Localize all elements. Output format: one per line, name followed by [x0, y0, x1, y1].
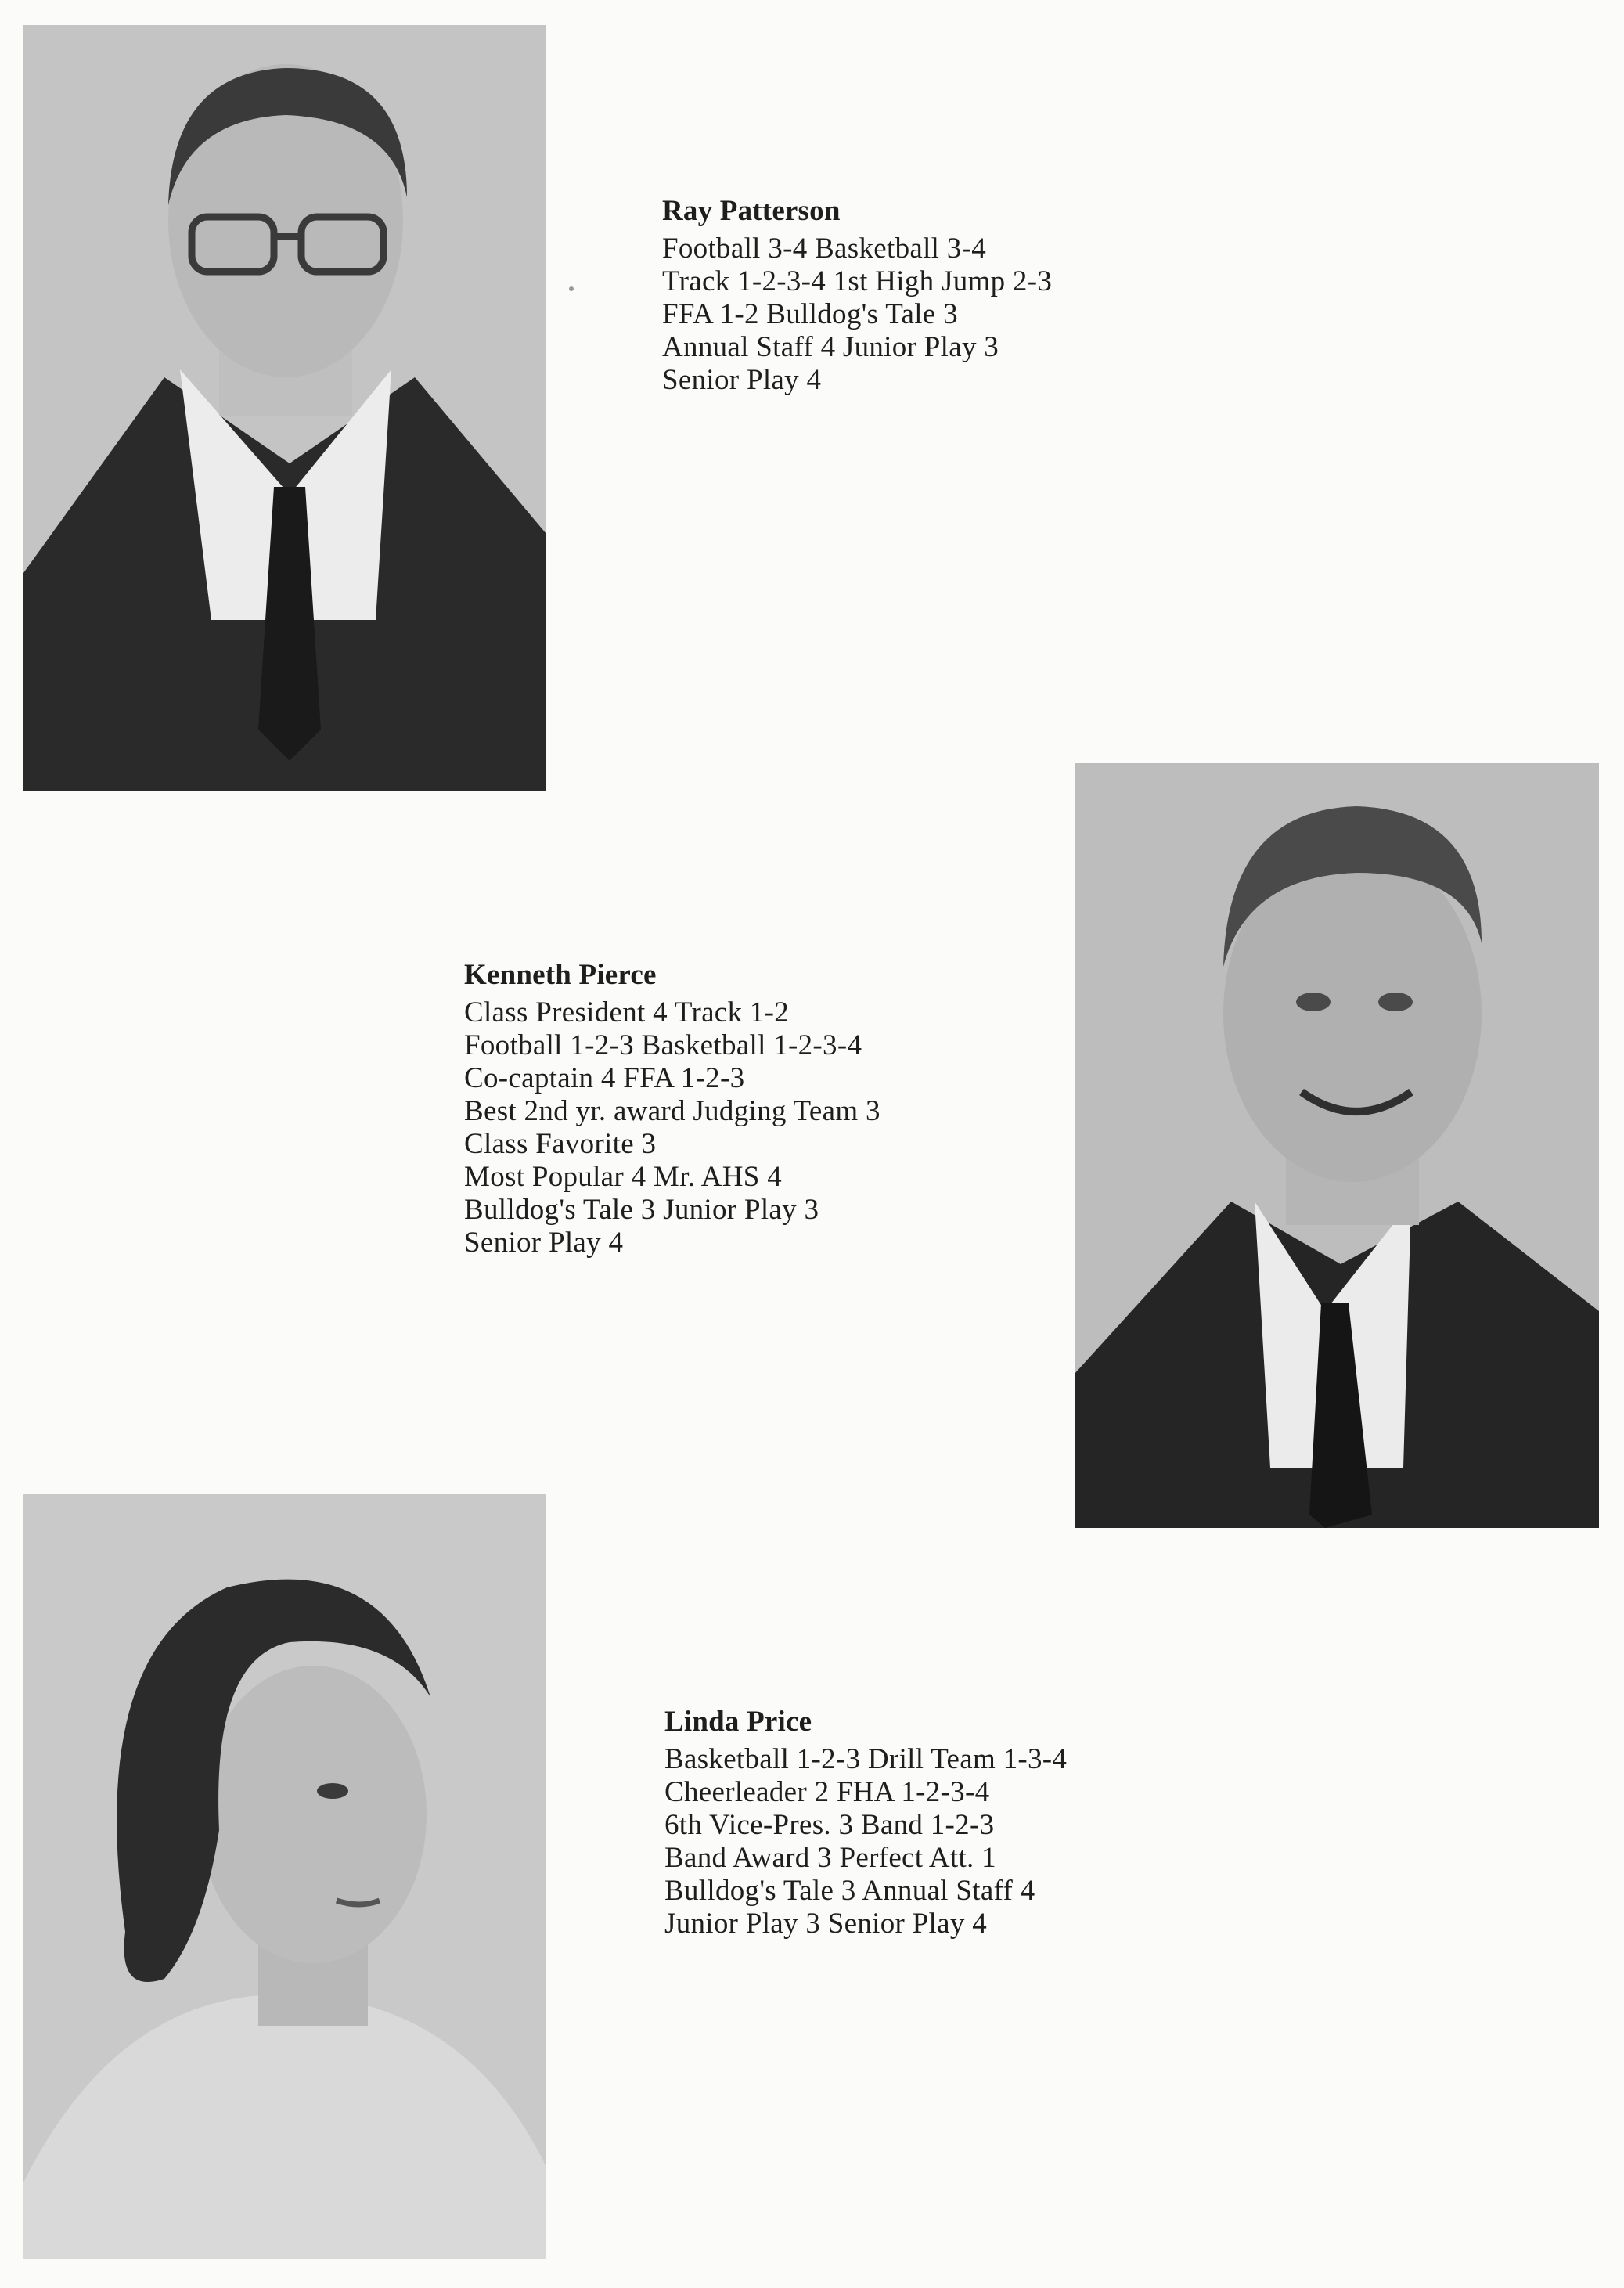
activity-line: FFA 1-2 Bulldog's Tale 3	[662, 298, 958, 330]
activity-line: Bulldog's Tale 3 Annual Staff 4	[664, 1875, 1035, 1907]
activity-line: Senior Play 4	[662, 364, 822, 396]
activity-line: Bulldog's Tale 3 Junior Play 3	[464, 1194, 819, 1226]
student-name: Linda Price	[664, 1706, 812, 1738]
activity-line: Class Favorite 3	[464, 1128, 657, 1160]
portrait-kenneth-pierce	[1075, 763, 1599, 1528]
activity-line: 6th Vice-Pres. 3 Band 1-2-3	[664, 1809, 995, 1841]
student-name: Kenneth Pierce	[464, 959, 657, 991]
activity-line: Co-captain 4 FFA 1-2-3	[464, 1062, 745, 1094]
activity-line: Football 1-2-3 Basketball 1-2-3-4	[464, 1029, 862, 1061]
activity-line: Cheerleader 2 FHA 1-2-3-4	[664, 1776, 990, 1808]
portrait-ray-patterson	[23, 25, 546, 791]
portrait-linda-price	[23, 1494, 546, 2259]
activity-line: Junior Play 3 Senior Play 4	[664, 1908, 988, 1940]
activity-line: Band Award 3 Perfect Att. 1	[664, 1842, 996, 1874]
activity-line: Best 2nd yr. award Judging Team 3	[464, 1095, 880, 1127]
activity-line: Most Popular 4 Mr. AHS 4	[464, 1161, 783, 1193]
student-name: Ray Patterson	[662, 195, 841, 227]
entry-ray-patterson	[662, 194, 1052, 397]
activity-line: Track 1-2-3-4 1st High Jump 2-3	[662, 265, 1053, 297]
entry-linda-price	[664, 1705, 1067, 1940]
activity-line: Football 3-4 Basketball 3-4	[662, 232, 987, 265]
activity-line: Senior Play 4	[464, 1227, 624, 1259]
activity-line: Class President 4 Track 1-2	[464, 996, 790, 1029]
activity-line: Basketball 1-2-3 Drill Team 1-3-4	[664, 1743, 1068, 1775]
print-speck	[569, 286, 574, 291]
entry-kenneth-pierce	[464, 958, 880, 1259]
activity-line: Annual Staff 4 Junior Play 3	[662, 331, 999, 363]
